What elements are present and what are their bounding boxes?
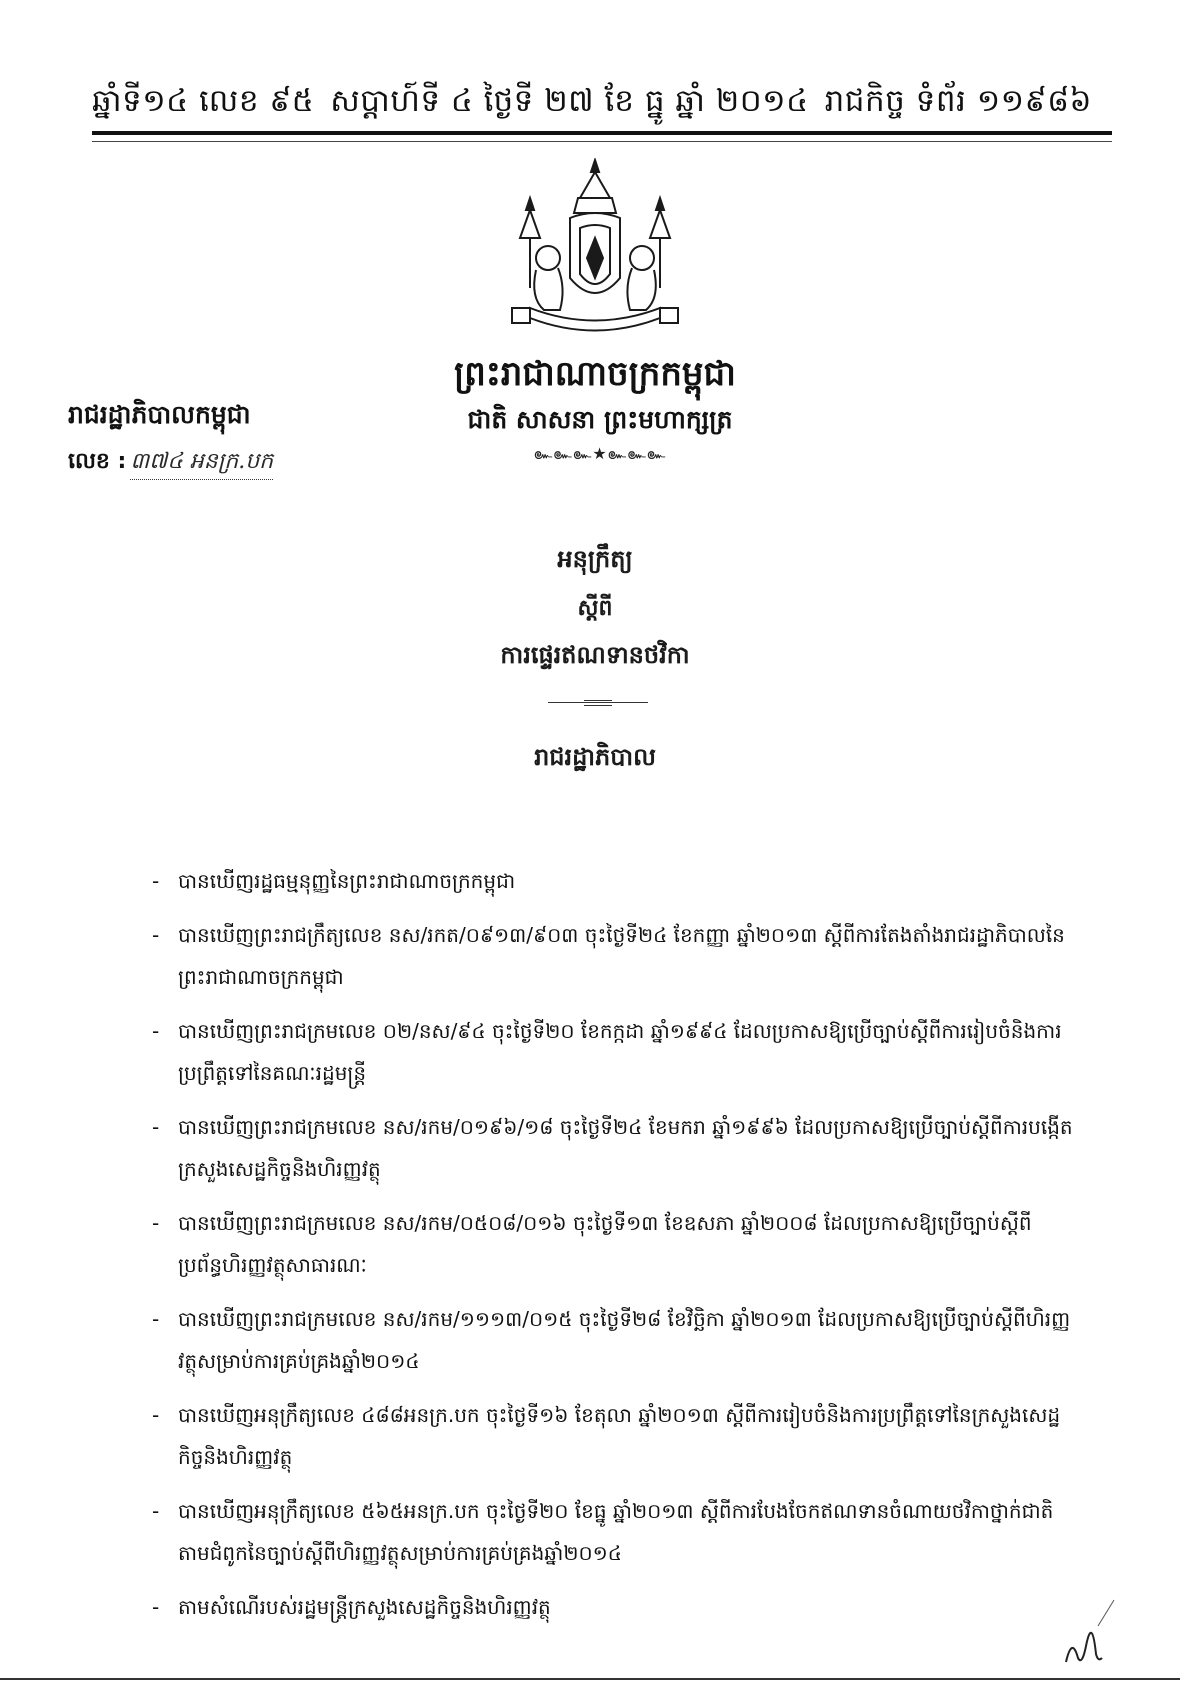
preamble-clause: - បានឃើញព្រះរាជក្រមលេខ ០២/នស/៩៤ ចុះថ្ងៃទី២០ ខែកក្កដា ឆ្នាំ១៩៩៤ ដែលប្រកាសឱ្យប្រើច្បាប់ស្តីពីការរៀបចំនិងការប្រព្រឹត្តទៅនៃគណៈរដ្ឋមន្ត្រី	[152, 1019, 1062, 1085]
footer-rule	[0, 1678, 1180, 1680]
reference-value: ៣៧៤ អនក្រ.បក	[130, 447, 273, 480]
document-subject: ការផ្ទេរឥណទានថវិកា	[500, 641, 690, 669]
header-rule	[92, 131, 1112, 142]
reference-number	[68, 447, 273, 480]
preamble-clause: - បានឃើញព្រះរាជក្រមលេខ នស/រកម/០៥០៨/០១៦ ចុះថ្ងៃទី១៣ ខែឧសភា ឆ្នាំ២០០៨ ដែលប្រកាសឱ្យប្រើច្បាប់ស្តីពីប្រព័ន្ធហិរញ្ញវត្ថុសាធារណៈ	[152, 1211, 1032, 1277]
royal-arms-emblem-icon	[500, 158, 690, 348]
issuing-government: រាជរដ្ឋាភិបាលកម្ពុជា	[68, 400, 251, 429]
preamble-clauses	[152, 860, 1082, 1640]
gazette-page-number: រាជកិច្ច ទំព័រ ១១៩៨៦	[824, 83, 1092, 119]
document-type: អនុក្រឹត្យ	[557, 545, 633, 573]
reference-label: លេខ :	[68, 449, 127, 474]
preamble-clause: - បានឃើញរដ្ឋធម្មនុញ្ញនៃព្រះរាជាណាចក្រកម្ពុជា	[152, 869, 516, 893]
preamble-clause: - តាមសំណើរបស់រដ្ឋមន្ត្រីក្រសួងសេដ្ឋកិច្ចនិងហិរញ្ញវត្ថុ	[152, 1595, 551, 1619]
gazette-header	[92, 82, 1092, 127]
preamble-clause: - បានឃើញអនុក្រឹត្យលេខ ៤៨៨អនក្រ.បក ចុះថ្ងៃទី១៦ ខែតុលា ឆ្នាំ២០១៣ ស្តីពីការរៀបចំនិងការប្រព្រឹត្តទៅនៃក្រសួងសេដ្ឋកិច្ចនិងហិរញ្ញវត្ថុ	[152, 1403, 1061, 1469]
kingdom-title: ព្រះរាជាណាចក្រកម្ពុជា	[454, 354, 736, 394]
motto-ornament: ๛๛๛★๛๛๛	[533, 444, 667, 463]
gazette-date: សប្តាហ៍ទី ៤ ថ្ងៃទី ២៧ ខែ ធ្នូ ឆ្នាំ ២០១៤	[330, 83, 809, 119]
gazette-year-issue: ឆ្នាំទី១៤ លេខ ៩៥	[92, 83, 315, 119]
preamble-clause: - បានឃើញអនុក្រឹត្យលេខ ៥៦៥អនក្រ.បក ចុះថ្ងៃទី២០ ខែធ្នូ ឆ្នាំ២០១៣ ស្តីពីការបែងចែកឥណទានចំណាយថវិកាថ្នាក់ជាតិតាមជំពូកនៃច្បាប់ស្តីពីហិរញ្ញវត្ថុសម្រាប់ការគ្រប់គ្រងឆ្នាំ២០១៤	[152, 1499, 1054, 1565]
document-about: ស្តីពី	[577, 596, 613, 621]
signature-initial-icon	[1058, 1596, 1118, 1666]
national-motto: ជាតិ សាសនា ព្រះមហាក្សត្រ	[467, 405, 733, 434]
preamble-clause: - បានឃើញព្រះរាជក្រមលេខ នស/រកម/១១១៣/០១៥ ចុះថ្ងៃទី២៨ ខែវិច្ឆិកា ឆ្នាំ២០១៣ ដែលប្រកាសឱ្យប្រើច្បាប់ស្តីពីហិរញ្ញវត្ថុសម្រាប់ការគ្រប់គ្រងឆ្នាំ២០១៤	[152, 1307, 1071, 1373]
preamble-clause: - បានឃើញព្រះរាជក្រមលេខ នស/រកម/០១៩៦/១៨ ចុះថ្ងៃទី២៤ ខែមករា ឆ្នាំ១៩៩៦ ដែលប្រកាសឱ្យប្រើច្បាប់ស្តីពីការបង្កើតក្រសួងសេដ្ឋកិច្ចនិងហិរញ្ញវត្ថុ	[152, 1115, 1073, 1181]
issuing-body: រាជរដ្ឋាភិបាល	[534, 743, 656, 771]
preamble-clause: - បានឃើញព្រះរាជក្រឹត្យលេខ នស/រកត/០៩១៣/៩០៣ ចុះថ្ងៃទី២៤ ខែកញ្ញា ឆ្នាំ២០១៣ ស្តីពីការតែងតាំងរាជរដ្ឋាភិបាលនៃព្រះរាជាណាចក្រកម្ពុជា	[152, 923, 1065, 989]
title-divider-ornament	[584, 700, 612, 706]
